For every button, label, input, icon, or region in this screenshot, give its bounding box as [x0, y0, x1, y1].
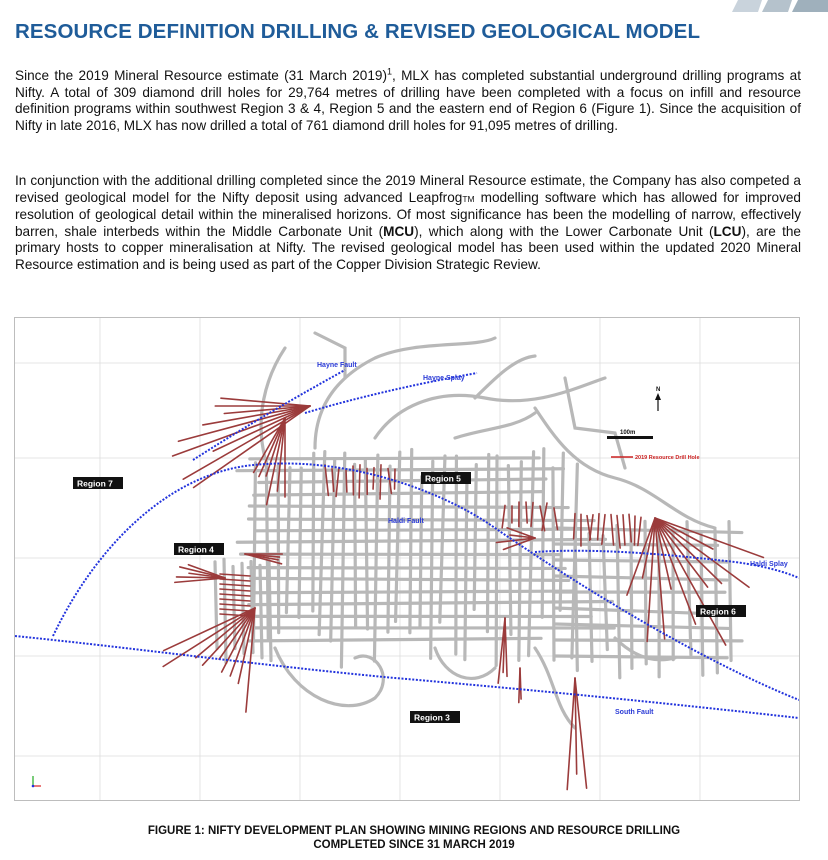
- north-label: N: [656, 387, 661, 393]
- paragraph-drilling-summary: [15, 68, 801, 134]
- label-region-7: Region 7: [77, 478, 113, 489]
- p2-text-a: In conjunction with the additional drilling completed since the 2019 Mineral Resource estimate, the Company has also competed a revised geological model for the Nifty deposit using advanced Leapfrog: [15, 173, 801, 205]
- figure-nifty-plan-map: [14, 317, 800, 801]
- footnote-marker: 1: [386, 66, 392, 77]
- map-grid: [15, 318, 799, 800]
- label-haldi-splay: Haldi Splay: [750, 561, 788, 568]
- caption-line-1: FIGURE 1: NIFTY DEVELOPMENT PLAN SHOWING MINING REGIONS AND RESOURCE DRILLING: [147, 825, 681, 837]
- map-canvas: [15, 318, 799, 800]
- paragraph-geological-model: [15, 173, 801, 274]
- p1-text-a: Since the 2019 Mineral Resource estimate (31 March 2019): [15, 68, 387, 83]
- corner-logo-decoration: [718, 0, 828, 12]
- label-hayne-splay: Hayne Splay: [423, 375, 465, 382]
- label-haldi-fault: Haldi Fault: [388, 518, 424, 525]
- page-title: RESOURCE DEFINITION DRILLING & REVISED GEOLOGICAL MODEL: [15, 20, 701, 43]
- lcu-term: LCU: [713, 223, 742, 239]
- trademark-marker: TM: [462, 193, 475, 204]
- p2-text-c: ), which along with the Lower Carbonate Unit (: [414, 223, 714, 239]
- axis-orientation-icon: [32, 776, 41, 787]
- mcu-term: MCU: [383, 223, 415, 239]
- label-south-fault: South Fault: [615, 709, 654, 716]
- caption-line-2: COMPLETED SINCE 31 MARCH 2019: [313, 839, 515, 851]
- p2-text-d: ), are the primary hosts to copper mineralisation at Nifty. The revised geological model has been used within the updated 2020 Mineral Resource estimation and is being used as part of the Copper Division Strategic Review.: [15, 223, 801, 272]
- scale-label: 100m: [620, 430, 636, 436]
- south-fault-line: [15, 636, 799, 718]
- label-region-6: Region 6: [700, 606, 736, 617]
- p1-text-b: , MLX has completed substantial underground drilling programs at Nifty. A total of 309 diamond drill holes for 29,764 metres of drilling have been completed with a focus on infill and resource definition programs within southwest Region 3 & 4, Region 5 and the eastern end of Region 6 (Figure 1). Since the acquisition of Nifty in late 2016, MLX has now drilled a total of 761 diamond drill holes for 91,095 metres of drilling.: [15, 68, 801, 133]
- p2-text-b: modelling software which has allowed for improved resolution of geological detail within the mineralised horizons. Of most significance has been the modelling of narrow, effectively barren, shale interbeds within the Middle Carbonate Unit (: [15, 189, 801, 239]
- label-region-5: Region 5: [425, 473, 461, 484]
- label-hayne-fault: Hayne Fault: [317, 362, 357, 369]
- underground-workings: [215, 333, 742, 728]
- legend-drill-hole-label: 2019 Resource Drill Hole: [635, 455, 700, 461]
- label-region-3: Region 3: [414, 712, 450, 723]
- label-region-4: Region 4: [178, 544, 214, 555]
- figure-caption: [0, 824, 828, 852]
- north-arrow-icon: [655, 387, 661, 411]
